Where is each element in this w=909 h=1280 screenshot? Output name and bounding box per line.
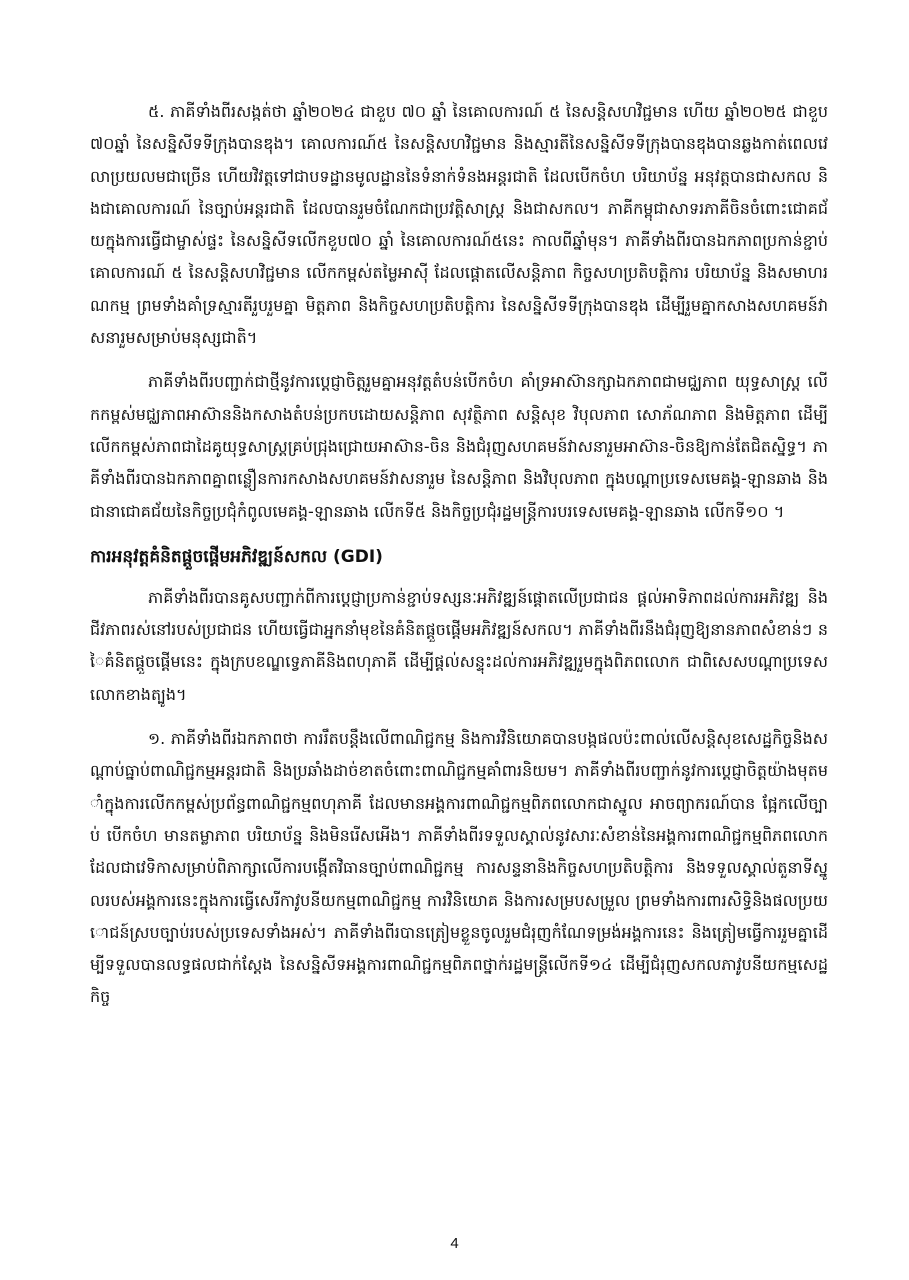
paragraph-point-1-trade: ១. ភាគីទាំងពីរឯកភាពថា ការរឹតបន្តឹងលើពាណិជ្ជកម្ម និងការវិនិយោគបានបង្កផលប៉ះពាល់លើសន្តិសុខសេដ្ឋកិច្ចនិងសណ្តាប់ធ្នាប់ពាណិជ្ជកម្មអន្តរជាតិ និងប្រឆាំងដាច់ខាតចំពោះពាណិជ្ជកម្មគាំពារនិយម។ ភាគីទាំងពីរបញ្ជាក់នូវការប្តេជ្ញាចិត្តយ៉ាងមុតមាំក្នុងការលើកកម្ពស់ប្រព័ន្ធពាណិជ្ជកម្មពហុភាគី ដែលមានអង្គការពាណិជ្ជកម្មពិភពលោកជាស្នូល អាចព្យាករណ៍បាន ផ្អែកលើច្បាប់ បើកចំហ មានតម្លាភាព បរិយាប័ន្ន និងមិនរើសអើង។ ភាគីទាំងពីរទទួលស្គាល់នូវសារៈសំខាន់នៃអង្គការពាណិជ្ជកម្មពិភពលោកដែលជាវេទិកាសម្រាប់ពិភាក្សាលើការបង្កើតវិធានច្បាប់ពាណិជ្ជកម្ម ការសន្ទនានិងកិច្ចសហប្រតិបត្តិការ និងទទួលស្គាល់តួនាទីស្នូលរបស់អង្គការនេះក្នុងការធ្វើសេរីកាវូបនីយកម្មពាណិជ្ជកម្ម ការវិនិយោគ និងការសម្របសម្រួល ព្រមទាំងការពារសិទ្ធិនិងផលប្រយោជន៍ស្របច្បាប់របស់ប្រទេសទាំងអស់។ ភាគីទាំងពីរបានត្រៀមខ្លួនចូលរួមជំរុញកំណែទម្រង់អង្គការនេះ និងត្រៀមធ្វើការរួមគ្នាដើម្បីទទួលបានលទ្ធផលជាក់ស្តែង នៃសន្និសីទអង្គការពាណិជ្ជកម្មពិភពថ្នាក់រដ្ឋមន្ត្រីលើកទី១៤ ដើម្បីជំរុញសកលភាវូបនីយកម្មសេដ្ឋកិច្ច [90, 729, 828, 1007]
paragraph-point-5-principles: ៥. ភាគីទាំងពីរសង្កត់ថា ឆ្នាំ២០២៤ ជាខួប ៧០ ឆ្នាំ នៃគោលការណ៍ ៥ នៃសន្តិសហវិជ្ជមាន ហើយ ឆ្នាំ២០២៥ ជាខួប ៧០ឆ្នាំ នៃសន្និសីទទីក្រុងបានឌុង។ គោលការណ៍៥ នៃសន្តិសហវិជ្ជមាន និងស្មារតីនៃសន្និសីទទីក្រុងបានឌុងបានឆ្លងកាត់ពេលវេលាប្រយលមជាច្រើន ហើយវិវត្តទៅជាបទដ្ឋានមូលដ្ឋាននៃទំនាក់ទំនងអន្តរជាតិ ដែលបើកចំហ បរិយាប័ន្ន អនុវត្តបានជាសកល និងជាគោលការណ៍ នៃច្បាប់អន្តរជាតិ ដែលបានរួមចំណែកជាប្រវត្តិសាស្ត្រ និងជាសកល។ ភាគីកម្ពុជាសាទរភាគីចិនចំពោះជោគជ័យក្នុងការធ្វើជាម្ចាស់ផ្ទះ នៃសន្និសីទលើកខួប៧០ ឆ្នាំ នៃគោលការណ៍៥នេះ កាលពីឆ្នាំមុន។ ភាគីទាំងពីរបានឯកភាពប្រកាន់ខ្ជាប់គោលការណ៍ ៥ នៃសន្តិសហវិជ្ជមាន លើកកម្ពស់តម្លៃអាស៊ី ដែលផ្តោតលើសន្តិភាព កិច្ចសហប្រតិបត្តិការ បរិយាប័ន្ន និងសមាហរណកម្ម ព្រមទាំងគាំទ្រស្មារតីរួបរួមគ្នា មិត្តភាព និងកិច្ចសហប្រតិបត្តិការ នៃសន្និសីទទីក្រុងបានឌុង ដើម្បីរួមគ្នាកសាងសហគមន៍វាសនារួមសម្រាប់មនុស្សជាតិ។ [90, 102, 828, 348]
paragraph-gdi-intro: ភាគីទាំងពីរបានគូសបញ្ជាក់ពីការប្តេជ្ញាប្រកាន់ខ្ជាប់ទស្សនៈអភិវឌ្ឍន៍ផ្តោតលើប្រជាជន ផ្តល់អាទិភាពដល់ការអភិវឌ្ឍ និងជីវភាពរស់នៅរបស់ប្រជាជន ហើយធ្វើជាអ្នកនាំមុខនៃគំនិតផ្តួចផ្តើមអភិវឌ្ឍន៍សកល។ ភាគីទាំងពីរនឹងជំរុញឱ្យនានភាពសំខាន់ៗ នៃគំនិតផ្តួចផ្តើមនេះ ក្នុងក្របខណ្ឌទ្វេភាគីនិងពហុភាគី ដើម្បីផ្តល់សន្ទុះដល់ការអភិវឌ្ឍរួមក្នុងពិភពលោក ជាពិសេសបណ្តាប្រទេសលោកខាងត្បូង។ [90, 587, 828, 704]
paragraph-asean-mekong: ភាគីទាំងពីរបញ្ជាក់ជាថ្មីនូវការប្តេជ្ញាចិត្តរួមគ្នាអនុវត្តតំបន់បើកចំហ គាំទ្រអាស៊ានក្សាឯកភាពជាមជ្ឈភាព យុទ្ធសាស្ត្រ លើកកម្ពស់មជ្ឈភាពអាស៊ាននិងកសាងតំបន់ប្រកបដោយសន្តិភាព សុវត្ថិភាព សន្តិសុខ វិបុលភាព សោភ័ណភាព និងមិត្តភាព ដើម្បីលើកកម្ពស់ភាពជាដៃគូយុទ្ធសាស្ត្រគ្រប់ជ្រុងជ្រោយអាស៊ាន-ចិន និងជំរុញសហគមន៍វាសនារួមអាស៊ាន-ចិនឱ្យកាន់តែជិតស្និទ្ធ។ ភាគីទាំងពីរបានឯកភាពគ្នាពន្លឿនការកសាងសហគមន៍វាសនារួម នៃសន្តិភាព និងវិបុលភាព ក្នុងបណ្តាប្រទេសមេគង្គ-ឡានឆាង និងជានាជោគជ័យនៃកិច្ចប្រជុំកំពូលមេគង្គ-ឡានឆាង លើកទី៥ និងកិច្ចប្រជុំរដ្ឋមន្ត្រីការបរទេសមេគង្គ-ឡានឆាង លើកទី១០ ។ [90, 372, 828, 521]
section-heading-gdi: ការអនុវត្តគំនិតផ្តួចផ្តើមអភិវឌ្ឍន៍សកល (GDI) [90, 546, 383, 567]
page-number: 4 [450, 1235, 459, 1252]
document-page [90, 96, 828, 1226]
